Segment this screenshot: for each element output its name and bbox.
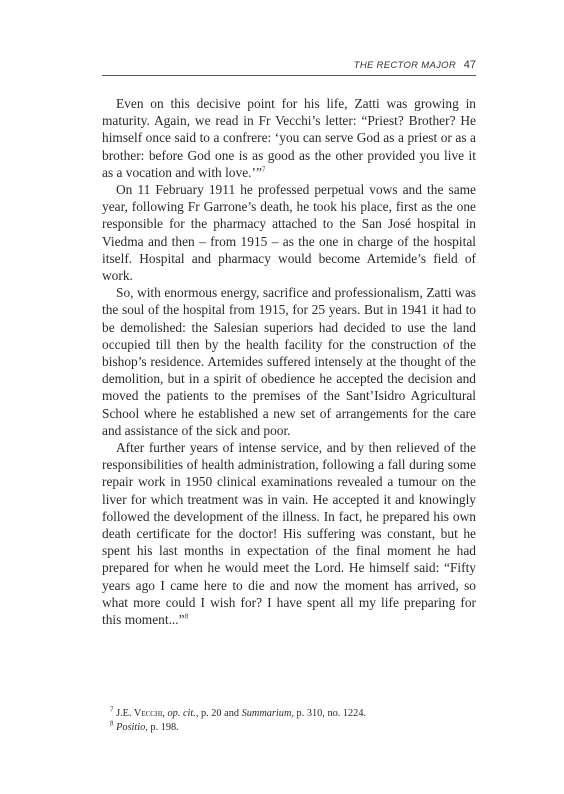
footnote-author: J.E. Vecchi, <box>116 708 165 719</box>
footnote-marker: 8 <box>184 612 189 621</box>
paragraph-text: After further years of intense service, and by then relieved of the responsibilities of health administration, following a fall during some repair work in 1950 clinical examinations revealed a tumour on the liver for which treatment was in vain. He accepted it and knowingly followed the development of the illness. In fact, he prepared his own death certificate for the doctor! His suffering was constant, but he spent his last months in expectation of the final moment he had prepared for when he would meet the Lord. He himself said: “Fifty years ago I came here to die and now the moment has arrived, so what more could I wish for? I have spent all my life preparing for this moment...” <box>102 440 476 628</box>
body-text <box>102 95 476 628</box>
header-rule <box>102 75 476 76</box>
paragraph-4 <box>102 439 476 628</box>
footnote-number: 7 <box>110 705 114 714</box>
page-number: 47 <box>463 59 476 71</box>
footnote-ref: op. cit., <box>167 708 199 719</box>
paragraph-text: On 11 February 1911 he professed perpetual vows and the same year, following Fr Garrone’s death, he took his place, first as the one responsible for the pharmacy attached to the San José hospital in Viedma and then – from 1915 – as the one in charge of the hospital itself. Hospital and pharmacy would become Artemide’s field of work. <box>102 182 476 284</box>
running-title: THE RECTOR MAJOR <box>353 60 456 71</box>
footnotes <box>102 707 476 734</box>
paragraph-text: So, with enormous energy, sacrifice and professionalism, Zatti was the soul of the hospital from 1915, for 25 years. But in 1941 it had to be demolished: the Salesian superiors had decided to use the land occupied till then by the health facility for the construction of the bishop’s residence. Artemides suffered intensely at the thought of the demolition, but in a spirit of obedience he accepted the decision and moved the patients to the premises of the Sant’Isidro Agricultural School where he established a new set of arrangements for the care and assistance of the sick and poor. <box>102 285 476 438</box>
footnote-8 <box>102 721 476 735</box>
footnote-7 <box>102 707 476 721</box>
footnote-text: p. 20 and <box>200 708 240 719</box>
paragraph-2 <box>102 181 476 284</box>
footnote-text: p. 198. <box>150 721 179 733</box>
paragraph-1 <box>102 95 476 181</box>
footnote-marker: 7 <box>261 165 266 174</box>
footnote-ref: Positio, <box>116 721 148 733</box>
paragraph-text: Even on this decisive point for his life, Zatti was growing in maturity. Again, we read in Fr Vecchi’s letter: “Priest? Brother? He himself once said to a confrere: ‘you can serve God as a priest or as a brother: before God one is as good as the other provided you live it as a vocation and with love.’” <box>102 96 476 180</box>
footnote-ref: Summarium, <box>241 708 294 719</box>
footnote-number: 8 <box>110 719 114 728</box>
paragraph-3 <box>102 284 476 439</box>
footnote-text: p. 310, no. 1224. <box>296 708 367 719</box>
